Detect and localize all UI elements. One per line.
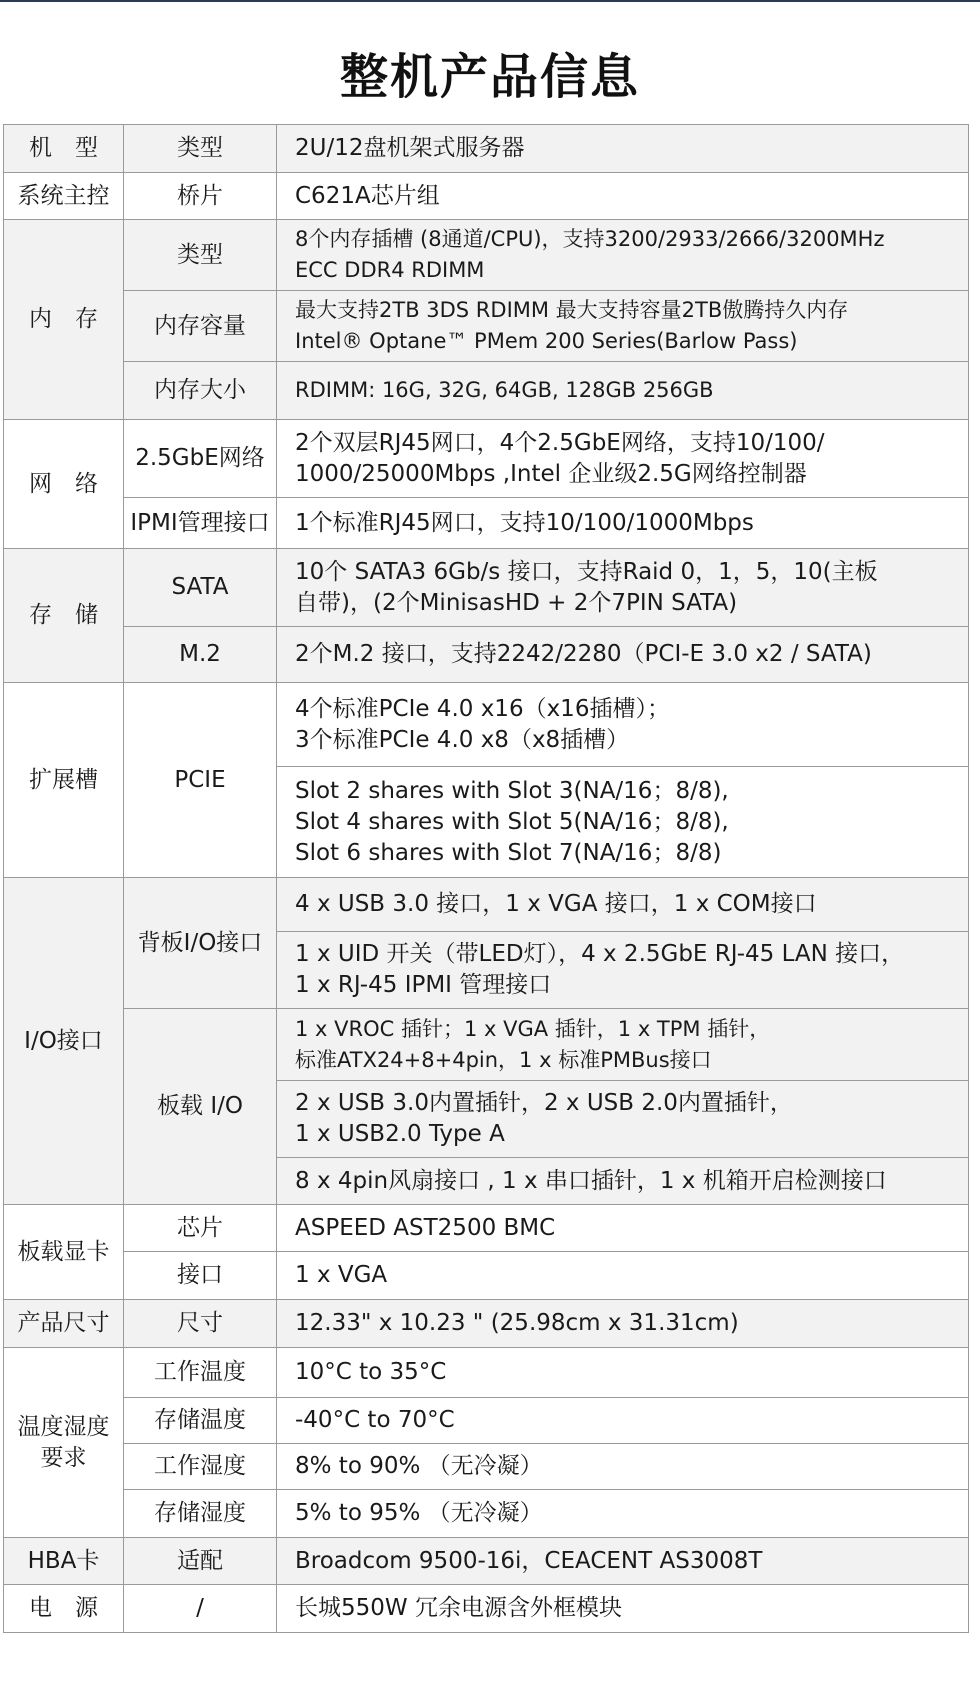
row-value: 4个标准PCIe 4.0 x16（x16插槽）； 3个标准PCIe 4.0 x8（x8插槽） (277, 683, 969, 767)
row-label: PCIE (124, 683, 277, 878)
category-cell-graphics: 板载显卡 (4, 1205, 124, 1300)
category-cell-io: I/O接口 (4, 878, 124, 1205)
table-row (4, 1348, 969, 1398)
row-label: 尺寸 (124, 1300, 277, 1348)
table-row (4, 1300, 969, 1348)
row-value: 最大支持2TB 3DS RDIMM 最大支持容量2TB傲腾持久内存 Intel® Optane™ PMem 200 Series(Barlow Pass) (277, 291, 969, 362)
row-value: 1 x VROC 插针；1 x VGA 插针，1 x TPM 插针， 标准ATX24+8+4pin，1 x 标准PMBus接口 (277, 1009, 969, 1081)
row-value: C621A芯片组 (277, 173, 969, 220)
row-value: -40°C to 70°C (277, 1398, 969, 1444)
row-value: 1 x UID 开关（带LED灯），4 x 2.5GbE RJ-45 LAN 接口， 1 x RJ-45 IPMI 管理接口 (277, 932, 969, 1009)
row-label: 板载 I/O (124, 1009, 277, 1205)
row-label: 芯片 (124, 1205, 277, 1252)
category-cell-size: 产品尺寸 (4, 1300, 124, 1348)
row-label: 工作温度 (124, 1348, 277, 1398)
spec-table (3, 124, 969, 1633)
row-label: 类型 (124, 220, 277, 291)
table-row (4, 1009, 969, 1081)
row-label: 类型 (124, 125, 277, 173)
row-value: 8个内存插槽 (8通道/CPU)，支持3200/2933/2666/3200MHz ECC DDR4 RDIMM (277, 220, 969, 291)
category-cell-network: 网 络 (4, 420, 124, 549)
row-value: Broadcom 9500-16i，CEACENT AS3008T (277, 1538, 969, 1585)
row-value: 8% to 90% （无冷凝） (277, 1444, 969, 1490)
row-value: 10°C to 35°C (277, 1348, 969, 1398)
category-cell-hba: HBA卡 (4, 1538, 124, 1585)
row-value: 8 x 4pin风扇接口 , 1 x 串口插针，1 x 机箱开启检测接口 (277, 1158, 969, 1205)
row-value: 1 x VGA (277, 1252, 969, 1300)
row-label: 背板I/O接口 (124, 878, 277, 1009)
category-cell-expansion: 扩展槽 (4, 683, 124, 878)
table-row (4, 627, 969, 683)
table-row (4, 1444, 969, 1490)
table-row (4, 878, 969, 932)
table-row (4, 498, 969, 549)
top-divider (0, 0, 980, 2)
category-cell-power: 电 源 (4, 1585, 124, 1633)
category-cell-environment: 温度湿度 要求 (4, 1348, 124, 1538)
row-label: M.2 (124, 627, 277, 683)
category-cell-storage: 存 储 (4, 549, 124, 683)
row-value: 2个双层RJ45网口，4个2.5GbE网络，支持10/100/ 1000/25000Mbps ,Intel 企业级2.5G网络控制器 (277, 420, 969, 498)
table-row (4, 291, 969, 362)
row-label: 接口 (124, 1252, 277, 1300)
page-title: 整机产品信息 (339, 49, 640, 105)
row-label: 内存大小 (124, 362, 277, 420)
row-label: / (124, 1585, 277, 1633)
row-value: 长城550W 冗余电源含外框模块 (277, 1585, 969, 1633)
row-label: 2.5GbE网络 (124, 420, 277, 498)
row-value: 2个M.2 接口，支持2242/2280（PCI-E 3.0 x2 / SATA) (277, 627, 969, 683)
table-row (4, 362, 969, 420)
category-cell-model: 机 型 (4, 125, 124, 173)
row-label: 存储湿度 (124, 1490, 277, 1538)
row-label: 桥片 (124, 173, 277, 220)
table-row (4, 1252, 969, 1300)
row-label: 工作湿度 (124, 1444, 277, 1490)
row-value: 4 x USB 3.0 接口，1 x VGA 接口，1 x COM接口 (277, 878, 969, 932)
table-row (4, 1490, 969, 1538)
table-row (4, 683, 969, 767)
row-value: Slot 2 shares with Slot 3(NA/16；8/8), Slot 4 shares with Slot 5(NA/16；8/8), Slot 6 shares with Slot 7(NA/16；8/8) (277, 767, 969, 878)
table-row (4, 1538, 969, 1585)
row-value: 1个标准RJ45网口，支持10/100/1000Mbps (277, 498, 969, 549)
category-cell-mainboard: 系统主控 (4, 173, 124, 220)
row-value: 10个 SATA3 6Gb/s 接口，支持Raid 0，1，5，10(主板 自带)，(2个MinisasHD + 2个7PIN SATA) (277, 549, 969, 627)
row-label: 存储温度 (124, 1398, 277, 1444)
row-value: ASPEED AST2500 BMC (277, 1205, 969, 1252)
table-row (4, 420, 969, 498)
table-row (4, 549, 969, 627)
table-row (4, 173, 969, 220)
row-value: 2 x USB 3.0内置插针，2 x USB 2.0内置插针， 1 x USB2.0 Type A (277, 1081, 969, 1158)
row-value: 12.33" x 10.23 " (25.98cm x 31.31cm) (277, 1300, 969, 1348)
table-row (4, 220, 969, 291)
table-row (4, 1585, 969, 1633)
row-value: RDIMM: 16G, 32G, 64GB, 128GB 256GB (277, 362, 969, 420)
row-value: 2U/12盘机架式服务器 (277, 125, 969, 173)
table-row (4, 125, 969, 173)
row-label: 适配 (124, 1538, 277, 1585)
table-row (4, 1205, 969, 1252)
category-cell-memory: 内 存 (4, 220, 124, 420)
table-row (4, 1398, 969, 1444)
row-label: IPMI管理接口 (124, 498, 277, 549)
row-value: 5% to 95% （无冷凝） (277, 1490, 969, 1538)
row-label: SATA (124, 549, 277, 627)
row-label: 内存容量 (124, 291, 277, 362)
